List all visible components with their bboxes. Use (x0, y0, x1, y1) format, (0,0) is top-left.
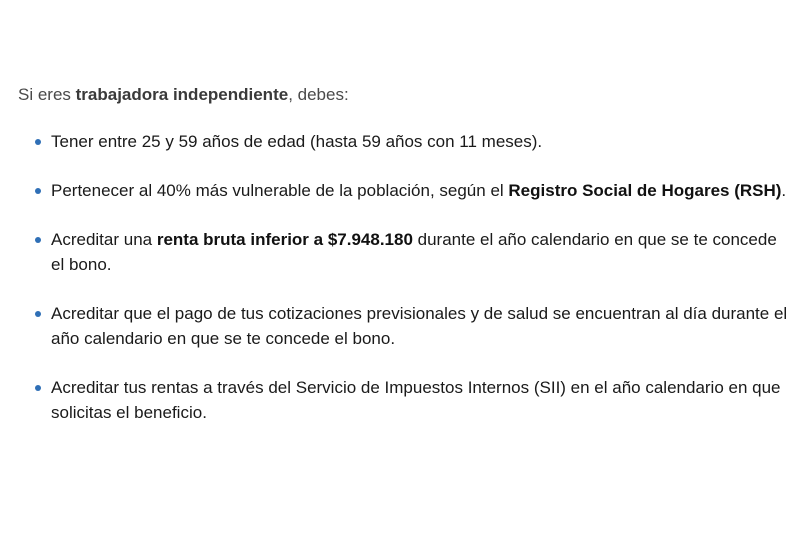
requirement-item (18, 375, 788, 425)
requirement-text: Acreditar una (51, 230, 157, 249)
requirement-item (18, 227, 788, 277)
intro-suffix: , debes: (288, 85, 349, 104)
intro-text (18, 82, 788, 107)
bullet-icon (35, 385, 41, 391)
bullet-icon (35, 139, 41, 145)
requirements-list (18, 129, 788, 425)
requirement-text-post: . (781, 181, 787, 200)
requirement-text-post: durante el año calendario en que se te concede el bono. (51, 230, 777, 274)
requirement-bold: Registro Social de Hogares (RSH) (508, 181, 782, 200)
bullet-icon (35, 188, 41, 194)
requirement-text: Pertenecer al 40% más vulnerable de la población, según el (51, 181, 509, 200)
requirement-text: Tener entre 25 y 59 años de edad (hasta 59 años con 11 meses). (51, 132, 543, 151)
intro-bold: trabajadora independiente (75, 85, 289, 104)
requirement-text: Acreditar que el pago de tus cotizaciones previsionales y de salud se encuentran al día durante el año calendario en que se te concede el bono. (51, 304, 788, 348)
bullet-icon (35, 311, 41, 317)
requirement-text: Acreditar tus rentas a través del Servicio de Impuestos Internos (SII) en el año calendario en que solicitas el beneficio. (51, 378, 781, 422)
requirement-item (18, 129, 788, 154)
requirement-bold: renta bruta inferior a $7.948.180 (156, 230, 413, 249)
intro-prefix: Si eres (18, 85, 76, 104)
requirement-item (18, 178, 788, 203)
requirement-item (18, 301, 788, 351)
requirements-section (18, 82, 788, 449)
bullet-icon (35, 237, 41, 243)
